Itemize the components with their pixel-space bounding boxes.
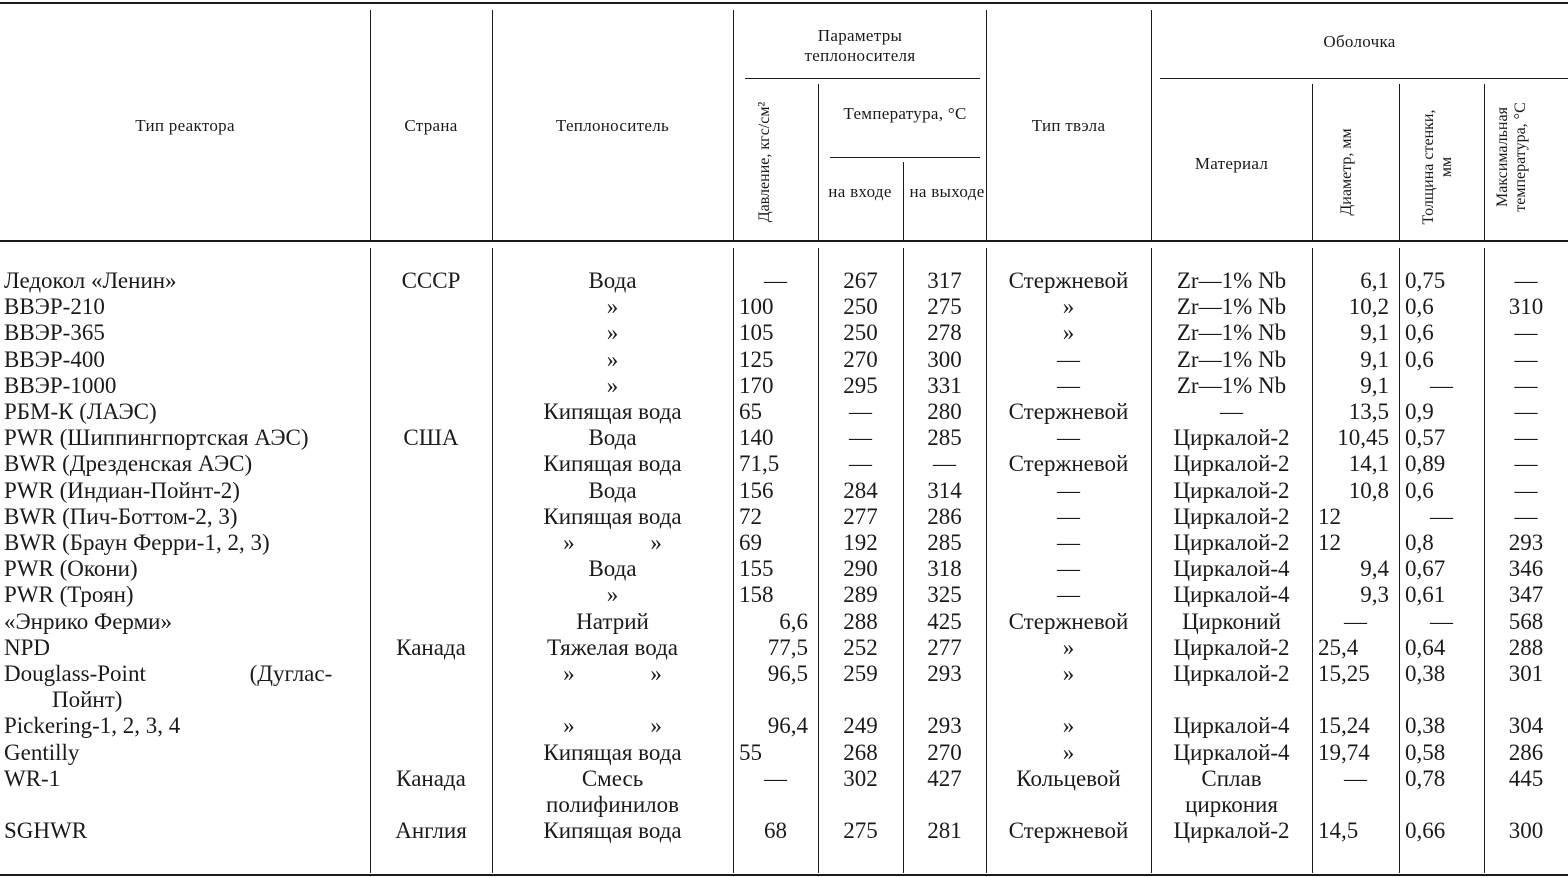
cell-diameter: 9,1 — [1360, 372, 1389, 398]
cell-max-temp: 346 — [1508, 556, 1544, 582]
cell-temp-out: 331 — [927, 372, 962, 398]
header-bottom-rule — [0, 240, 1568, 242]
cell-type: ВВЭР-365 — [4, 320, 105, 346]
cell-coolant: Кипящая вода — [543, 739, 682, 765]
cell-diameter: 9,1 — [1360, 346, 1389, 372]
cell-temp-in: 268 — [843, 739, 878, 765]
cell-temp-out: 270 — [927, 739, 962, 765]
cell-country — [370, 399, 492, 425]
cell-type: BWR (Дрезденская АЭС) — [4, 451, 253, 477]
cell-country — [370, 661, 492, 713]
header-cladding: Оболочка — [1323, 32, 1396, 51]
cell-pressure: 72 — [739, 503, 762, 529]
cell-wall: 0,67 — [1405, 556, 1446, 582]
cell-max-temp: — — [1514, 268, 1538, 293]
cell-wall: 0,6 — [1405, 320, 1434, 346]
cell-temp-out: 275 — [927, 294, 962, 320]
cell-temp-out: 427 — [927, 765, 962, 791]
cell-fuel: » — [1062, 320, 1075, 346]
cell-diameter: 15,25 — [1318, 661, 1370, 687]
cell-fuel: Стержневой — [1008, 818, 1129, 844]
reactor-data-table — [0, 268, 1568, 844]
cell-max-temp: — — [1514, 399, 1538, 425]
cell-wall: — — [1430, 372, 1453, 398]
cell-diameter: 10,45 — [1337, 425, 1389, 451]
cell-temp-in: 250 — [843, 320, 878, 346]
header-country: Страна — [404, 116, 458, 135]
cell-max-temp: 288 — [1508, 634, 1544, 660]
cell-fuel: » — [1062, 661, 1075, 687]
cell-type: ВВЭР-1000 — [4, 372, 117, 398]
cell-material: Циркалой-2 — [1173, 818, 1290, 844]
cell-temp-in: 275 — [843, 818, 878, 844]
cell-fuel: Стержневой — [1008, 608, 1129, 634]
cell-temp-out: 325 — [927, 582, 962, 608]
cell-temp-out: — — [933, 451, 956, 477]
table-row — [0, 582, 1568, 608]
cell-type: Ледокол «Ленин» — [4, 268, 177, 293]
header-col-divider — [733, 10, 734, 240]
cell-temp-out: 293 — [927, 661, 962, 687]
cell-temp-out: 293 — [927, 713, 962, 739]
cell-wall: 0,8 — [1405, 530, 1434, 556]
cell-temp-out: 281 — [927, 818, 962, 844]
cell-max-temp: 347 — [1508, 582, 1544, 608]
cell-coolant: Тяжелая вода — [546, 634, 678, 660]
cell-country — [370, 373, 492, 399]
cell-temp-in: 277 — [843, 503, 878, 529]
cell-country — [370, 609, 492, 635]
cell-coolant: Натрий — [576, 608, 649, 634]
header-diameter: Диаметр, мм — [1338, 128, 1355, 216]
cell-material: Циркалой-2 — [1173, 661, 1290, 687]
cell-wall: 0,38 — [1405, 713, 1446, 739]
cell-material: Циркалой-2 — [1173, 634, 1290, 660]
cell-country — [370, 478, 492, 504]
cell-fuel: — — [1057, 556, 1080, 582]
cell-fuel: » — [1062, 739, 1075, 765]
cell-diameter: 12 — [1318, 530, 1341, 556]
cell-coolant: » — [606, 582, 619, 608]
cell-pressure: 156 — [739, 477, 774, 503]
cell-material: Циркалой-2 — [1173, 425, 1290, 451]
cell-diameter: 19,74 — [1318, 739, 1370, 765]
cell-country — [370, 582, 492, 608]
cell-fuel: » — [1062, 713, 1075, 739]
cell-fuel: — — [1057, 530, 1080, 556]
cell-diameter: 9,4 — [1360, 556, 1389, 582]
cell-type: PWR (Шиппингпортская АЭС) — [4, 425, 309, 451]
cell-temp-in: 252 — [843, 634, 878, 660]
cell-temp-out: 285 — [927, 530, 962, 556]
cell-coolant: Кипящая вода — [543, 399, 682, 425]
cell-diameter: 10,2 — [1348, 294, 1389, 320]
cell-temp-out: 285 — [927, 425, 962, 451]
cell-fuel: Кольцевой — [1016, 765, 1121, 791]
header-col-divider — [1484, 84, 1485, 240]
cell-coolant: Кипящая вода — [543, 818, 682, 844]
cell-type-line1: Douglass-Point (Дуглас- — [4, 661, 333, 687]
cell-wall: 0,61 — [1405, 582, 1446, 608]
temp-sub-rule — [830, 157, 980, 158]
cell-material-line2: циркония — [1185, 792, 1278, 818]
cell-max-temp: 300 — [1508, 818, 1544, 844]
cell-type: Gentilly — [4, 739, 80, 765]
cell-material: — — [1220, 399, 1243, 425]
cell-fuel: — — [1057, 425, 1080, 451]
cell-max-temp: — — [1514, 477, 1538, 503]
cell-country — [370, 320, 492, 346]
cell-type: BWR (Пич-Боттом-2, 3) — [4, 503, 238, 529]
cell-diameter: 13,5 — [1348, 399, 1389, 425]
cell-type: PWR (Троян) — [4, 582, 134, 608]
cell-temp-out: 317 — [927, 268, 962, 293]
table-row — [0, 661, 1568, 713]
table-row — [0, 268, 1568, 294]
cell-temp-out: 277 — [927, 634, 962, 660]
cell-type: РБМ-К (ЛАЭС) — [4, 399, 157, 425]
header-temp-out: на выходе — [909, 182, 985, 201]
cell-wall: 0,9 — [1405, 399, 1434, 425]
header-fuel-type: Тип твэла — [1031, 116, 1106, 135]
cell-max-temp: — — [1514, 320, 1538, 346]
cell-wall: 0,75 — [1405, 268, 1446, 293]
cell-wall: 0,6 — [1405, 294, 1434, 320]
cell-diameter: 14,5 — [1318, 818, 1359, 844]
table-row — [0, 766, 1568, 818]
cell-diameter: 9,3 — [1360, 582, 1389, 608]
cell-pressure: — — [764, 268, 787, 293]
cell-max-temp: 286 — [1508, 739, 1544, 765]
cell-temp-in: — — [849, 425, 872, 451]
cell-material: Циркалой-4 — [1173, 713, 1290, 739]
cell-temp-out: 286 — [927, 503, 962, 529]
table-row — [0, 478, 1568, 504]
cell-temp-out: 300 — [927, 346, 962, 372]
cell-fuel: — — [1057, 477, 1080, 503]
cell-country: США — [403, 425, 459, 451]
cell-wall: 0,57 — [1405, 425, 1446, 451]
cell-pressure: 96,4 — [767, 713, 808, 739]
bottom-rule — [0, 874, 1568, 876]
cell-coolant: » » — [563, 661, 662, 687]
cell-material: Циркалой-4 — [1173, 556, 1290, 582]
cell-max-temp: — — [1514, 372, 1538, 398]
cell-max-temp: — — [1514, 451, 1538, 477]
cell-material: Циркалой-2 — [1173, 451, 1290, 477]
table-row — [0, 347, 1568, 373]
cell-country — [370, 530, 492, 556]
cell-coolant — [492, 766, 733, 818]
cell-fuel: — — [1057, 346, 1080, 372]
cell-country: Канада — [396, 634, 466, 660]
header-col-divider — [1312, 84, 1313, 240]
cell-type: ВВЭР-210 — [4, 294, 105, 320]
cell-temp-out: 280 — [927, 399, 962, 425]
cell-pressure: 71,5 — [739, 451, 780, 477]
cell-max-temp: 445 — [1508, 765, 1544, 791]
table-row — [0, 504, 1568, 530]
cell-temp-in: 192 — [843, 530, 878, 556]
cell-coolant: Кипящая вода — [543, 451, 682, 477]
cell-diameter: 6,1 — [1360, 268, 1389, 293]
cell-max-temp: — — [1514, 425, 1538, 451]
cell-coolant: Вода — [588, 477, 637, 503]
table-row — [0, 399, 1568, 425]
cell-wall: 0,58 — [1405, 739, 1446, 765]
cell-fuel: Стержневой — [1008, 399, 1129, 425]
cell-diameter: 15,24 — [1318, 713, 1370, 739]
cell-fuel: — — [1057, 372, 1080, 398]
cell-max-temp: 304 — [1508, 713, 1544, 739]
cell-temp-out: 314 — [927, 477, 962, 503]
cell-country: Англия — [395, 818, 467, 844]
cell-coolant: » » — [563, 530, 662, 556]
cell-material: Zr—1% Nb — [1176, 320, 1287, 346]
header-reactor-type: Тип реактора — [135, 116, 235, 135]
header-pressure: Давление, кгс/см² — [756, 101, 773, 223]
cell-pressure: 170 — [739, 372, 774, 398]
cell-material: Циркалой-2 — [1173, 477, 1290, 503]
cell-type-line2: Пойнт) — [52, 687, 123, 713]
cell-temp-out: 318 — [927, 556, 962, 582]
cell-temp-in: 259 — [843, 661, 878, 687]
cell-material: Zr—1% Nb — [1176, 372, 1287, 398]
cell-coolant: Вода — [588, 556, 637, 582]
cell-type: WR-1 — [4, 765, 61, 791]
cell-max-temp: — — [1514, 503, 1538, 529]
cell-max-temp: 301 — [1508, 661, 1544, 687]
cell-coolant: Вода — [588, 425, 637, 451]
cell-diameter: 25,4 — [1318, 634, 1359, 660]
cell-fuel: Стержневой — [1008, 451, 1129, 477]
cell-wall: — — [1430, 503, 1453, 529]
cell-temp-in: 249 — [843, 713, 878, 739]
cell-type: PWR (Индиан-Пойнт-2) — [4, 477, 240, 503]
cell-material: Zr—1% Nb — [1176, 268, 1287, 293]
table-row — [0, 713, 1568, 739]
cell-temp-in: 250 — [843, 294, 878, 320]
cell-pressure: 69 — [739, 530, 762, 556]
header-max-temp: Максимальная температура, °С — [1494, 102, 1529, 212]
cell-material: Циркалой-2 — [1173, 503, 1290, 529]
cell-country: СССР — [401, 268, 461, 293]
cell-fuel: » — [1062, 294, 1075, 320]
header-coolant: Теплоноситель — [555, 116, 670, 135]
header-coolant-params: Параметры теплоносителя — [804, 26, 916, 65]
table-row — [0, 294, 1568, 320]
cell-wall: 0,6 — [1405, 477, 1434, 503]
cell-diameter: — — [1344, 765, 1367, 791]
header-col-divider — [818, 84, 819, 240]
cell-wall: — — [1430, 608, 1453, 634]
cell-diameter: — — [1344, 608, 1367, 634]
cell-material-line1: Сплав — [1201, 765, 1262, 791]
cell-material: Zr—1% Nb — [1176, 346, 1287, 372]
cell-temp-in: — — [849, 451, 872, 477]
cell-coolant: Вода — [588, 268, 637, 293]
cell-wall: 0,6 — [1405, 346, 1434, 372]
table-row — [0, 425, 1568, 451]
cell-temp-in: 289 — [843, 582, 878, 608]
cell-wall: 0,78 — [1405, 765, 1446, 791]
cell-coolant: » » — [563, 713, 662, 739]
cell-material: Zr—1% Nb — [1176, 294, 1287, 320]
cell-fuel: Стержневой — [1008, 268, 1129, 293]
cell-temp-in: 284 — [843, 477, 878, 503]
cell-pressure: 55 — [739, 739, 762, 765]
cell-coolant: » — [606, 320, 619, 346]
cell-temp-in: 295 — [843, 372, 878, 398]
cell-coolant: » — [606, 372, 619, 398]
cell-material: Циркалой-4 — [1173, 739, 1290, 765]
cell-country — [370, 556, 492, 582]
cell-type: Pickering-1, 2, 3, 4 — [4, 713, 181, 739]
cell-temp-in: 302 — [843, 765, 878, 791]
cell-max-temp: — — [1514, 346, 1538, 372]
top-rule — [0, 2, 1568, 4]
cell-pressure: 6,6 — [779, 608, 808, 634]
cell-fuel: — — [1057, 503, 1080, 529]
cell-pressure: 96,5 — [767, 661, 808, 687]
table-row — [0, 556, 1568, 582]
cell-diameter: 10,8 — [1348, 477, 1389, 503]
header-col-divider — [1399, 84, 1400, 240]
cell-max-temp: 293 — [1508, 530, 1544, 556]
cell-type: PWR (Окони) — [4, 556, 138, 582]
table-row — [0, 530, 1568, 556]
cell-country — [370, 504, 492, 530]
cell-material: Циркалой-2 — [1173, 530, 1290, 556]
cell-temp-out: 278 — [927, 320, 962, 346]
cell-diameter: 12 — [1318, 503, 1341, 529]
cell-type: SGHWR — [4, 818, 88, 844]
cell-coolant-line2: полифинилов — [546, 792, 679, 818]
cell-coolant-line1: Смесь — [581, 765, 644, 791]
cell-type: ВВЭР-400 — [4, 346, 105, 372]
cell-type — [0, 661, 370, 713]
table-row — [0, 451, 1568, 477]
header-material: Материал — [1194, 154, 1269, 173]
cell-country — [370, 740, 492, 766]
cell-coolant: » — [606, 346, 619, 372]
cell-country — [370, 294, 492, 320]
table-row — [0, 373, 1568, 399]
cell-max-temp: 568 — [1508, 608, 1544, 634]
cell-pressure: — — [764, 765, 787, 791]
cell-temp-in: 270 — [843, 346, 878, 372]
cell-wall: 0,89 — [1405, 451, 1446, 477]
cell-wall: 0,66 — [1405, 818, 1446, 844]
cell-pressure: 68 — [764, 818, 787, 844]
cell-fuel: — — [1057, 582, 1080, 608]
cell-diameter: 14,1 — [1348, 451, 1389, 477]
cell-diameter: 9,1 — [1360, 320, 1389, 346]
cell-type: «Энрико Ферми» — [4, 608, 172, 634]
cell-fuel: » — [1062, 634, 1075, 660]
cladding-sub-rule — [1160, 78, 1568, 79]
cell-temp-in: 267 — [843, 268, 878, 293]
table-row — [0, 635, 1568, 661]
cell-temp-in: 290 — [843, 556, 878, 582]
header-temperature: Температура, °С — [843, 104, 967, 123]
header-wall: Толщина стенки, мм — [1420, 109, 1455, 225]
cell-material: Цирконий — [1182, 608, 1281, 634]
cell-country — [370, 713, 492, 739]
cell-temp-in: — — [849, 399, 872, 425]
cell-pressure: 158 — [739, 582, 774, 608]
table-row — [0, 609, 1568, 635]
cell-pressure: 65 — [739, 399, 762, 425]
cell-pressure: 155 — [739, 556, 774, 582]
cell-coolant: Кипящая вода — [543, 503, 682, 529]
cell-pressure: 77,5 — [767, 634, 808, 660]
cell-pressure: 105 — [739, 320, 774, 346]
cell-type: NPD — [4, 634, 51, 660]
table-row — [0, 320, 1568, 346]
cell-pressure: 125 — [739, 346, 774, 372]
cell-country — [370, 451, 492, 477]
cell-material: Циркалой-4 — [1173, 582, 1290, 608]
cell-max-temp: 310 — [1508, 294, 1544, 320]
cell-coolant: » — [606, 294, 619, 320]
cell-pressure: 140 — [739, 425, 774, 451]
table-row — [0, 818, 1568, 844]
cell-country: Канада — [396, 765, 466, 791]
cell-country — [370, 347, 492, 373]
cell-pressure: 100 — [739, 294, 774, 320]
header-col-divider — [903, 162, 904, 240]
cell-type: BWR (Браун Ферри-1, 2, 3) — [4, 530, 270, 556]
header-temp-in: на входе — [828, 182, 892, 201]
table-row — [0, 740, 1568, 766]
cell-wall: 0,38 — [1405, 661, 1446, 687]
cell-material — [1151, 766, 1312, 818]
cell-temp-in: 288 — [843, 608, 878, 634]
params-sub-rule — [745, 78, 980, 79]
cell-wall: 0,64 — [1405, 634, 1446, 660]
cell-temp-out: 425 — [927, 608, 962, 634]
